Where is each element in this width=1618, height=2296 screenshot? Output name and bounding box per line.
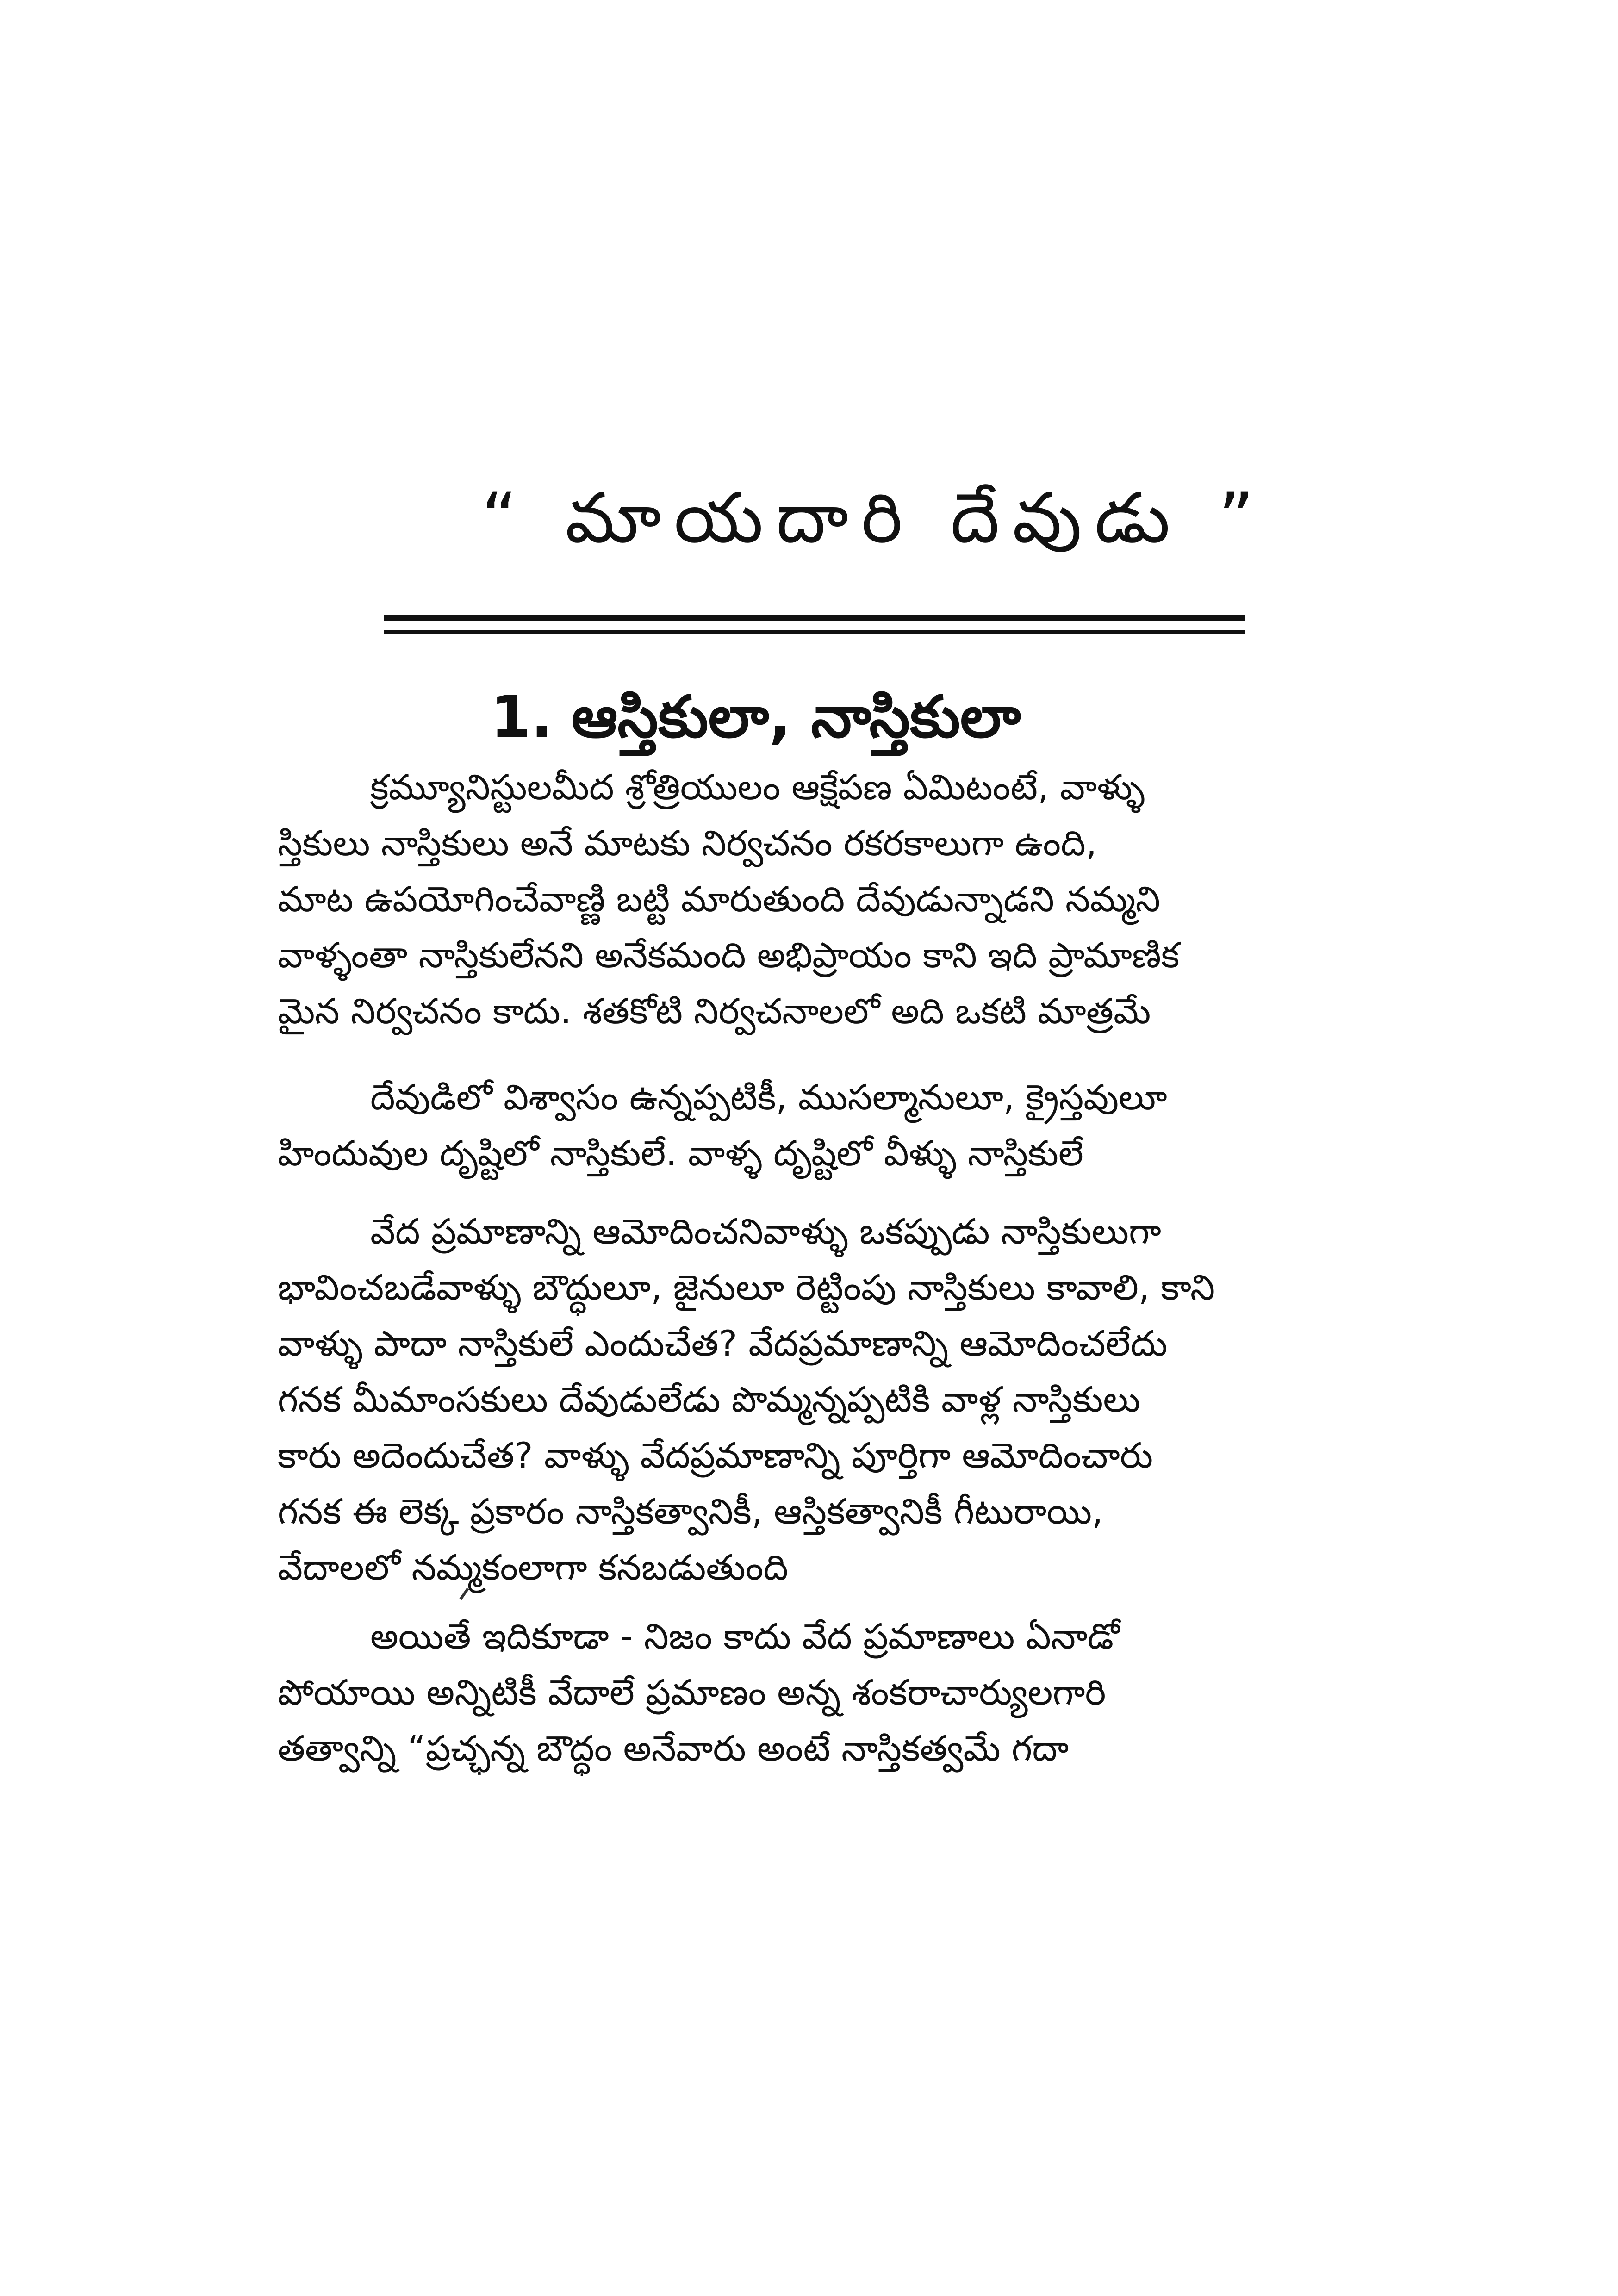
text-line: వేదాలలో నమ్మకంలాగా కనబడుతుంది <box>278 1547 789 1588</box>
text-line: వాళ్ళు పాదా నాస్తికులే ఎందుచేత? వేదప్రమాణాన్ని ఆమోదించలేదు <box>278 1323 1168 1364</box>
paragraph-4 <box>278 1608 1361 1776</box>
page-title: “ మాయదారి దేవుడు ” <box>481 478 1267 559</box>
text-line: కారు అదెందుచేత? వాళ్ళు వేదప్రమాణాన్ని పూర్తిగా ఆమోదించారు <box>278 1435 1153 1476</box>
text-line: గనక మీమాంసకులు దేవుడులేడు పొమ్మన్నప్పటికి వాళ్ల నాస్తికులు <box>278 1379 1140 1420</box>
text-line: వేద ప్రమాణాన్ని ఆమోదించనివాళ్ళు ఒకప్పుడు నాస్తికులుగా <box>370 1211 1161 1252</box>
text-line: వాళ్ళంతా నాస్తికులేనని అనేకమంది అభిప్రాయం కాని ఇది ప్రామాణిక <box>278 934 1180 976</box>
text-line: భావించబడేవాళ్ళు బౌద్ధులూ, జైనులూ రెట్టింపు నాస్తికులు కావాలి, కాని <box>278 1267 1215 1308</box>
text-line: క్రమ్యూనిస్టులమీద శ్రోత్రియులం ఆక్షేపణ ఏమిటంటే, వాళ్ళు <box>370 766 1145 808</box>
text-line: మైన నిర్వచనం కాదు. శతకోటి నిర్వచనాలలో అది ఒకటి మాత్రమే <box>278 990 1151 1032</box>
text-line: పోయాయి అన్నిటికీ వేదాలే ప్రమాణం అన్న శంకరాచార్యులగారి <box>278 1672 1106 1713</box>
text-line: అయితే ఇదికూడా - నిజం కాదు వేద ప్రమాణాలు ఏనాడో <box>370 1616 1120 1657</box>
text-line: మాట ఉపయోగించేవాణ్ణి బట్టి మారుతుంది దేవుడున్నాడని నమ్మని <box>278 878 1160 920</box>
paragraph-1 <box>278 759 1361 1039</box>
title-divider-thick <box>384 615 1245 621</box>
text-line: దేవుడిలో విశ్వాసం ఉన్నప్పటికీ, ముసల్మానులూ, క్రైస్తవులూ <box>370 1076 1167 1118</box>
text-line: తత్వాన్ని “ప్రచ్ఛన్న బౌద్ధం అనేవారు అంటే నాస్తికత్వమే గదా <box>278 1728 1069 1769</box>
paragraph-2 <box>278 1069 1361 1181</box>
section-number: 1. <box>491 684 553 751</box>
paragraph-3 <box>278 1203 1361 1595</box>
text-line: గనక ఈ లెక్క ప్రకారం నాస్తికత్వానికీ, ఆస్తికత్వానికీ గీటురాయి, <box>278 1491 1103 1532</box>
text-line: స్తికులు నాస్తికులు అనే మాటకు నిర్వచనం రకరకాలుగా ఉంది, <box>278 822 1097 864</box>
section-title: ఆస్తికులా, నాస్తికులా <box>571 684 1021 751</box>
text-line: హిందువుల దృష్టిలో నాస్తికులే. వాళ్ళ దృష్టిలో వీళ్ళు నాస్తికులే <box>278 1132 1083 1174</box>
title-divider-thin <box>384 630 1245 634</box>
section-heading <box>491 671 1185 764</box>
